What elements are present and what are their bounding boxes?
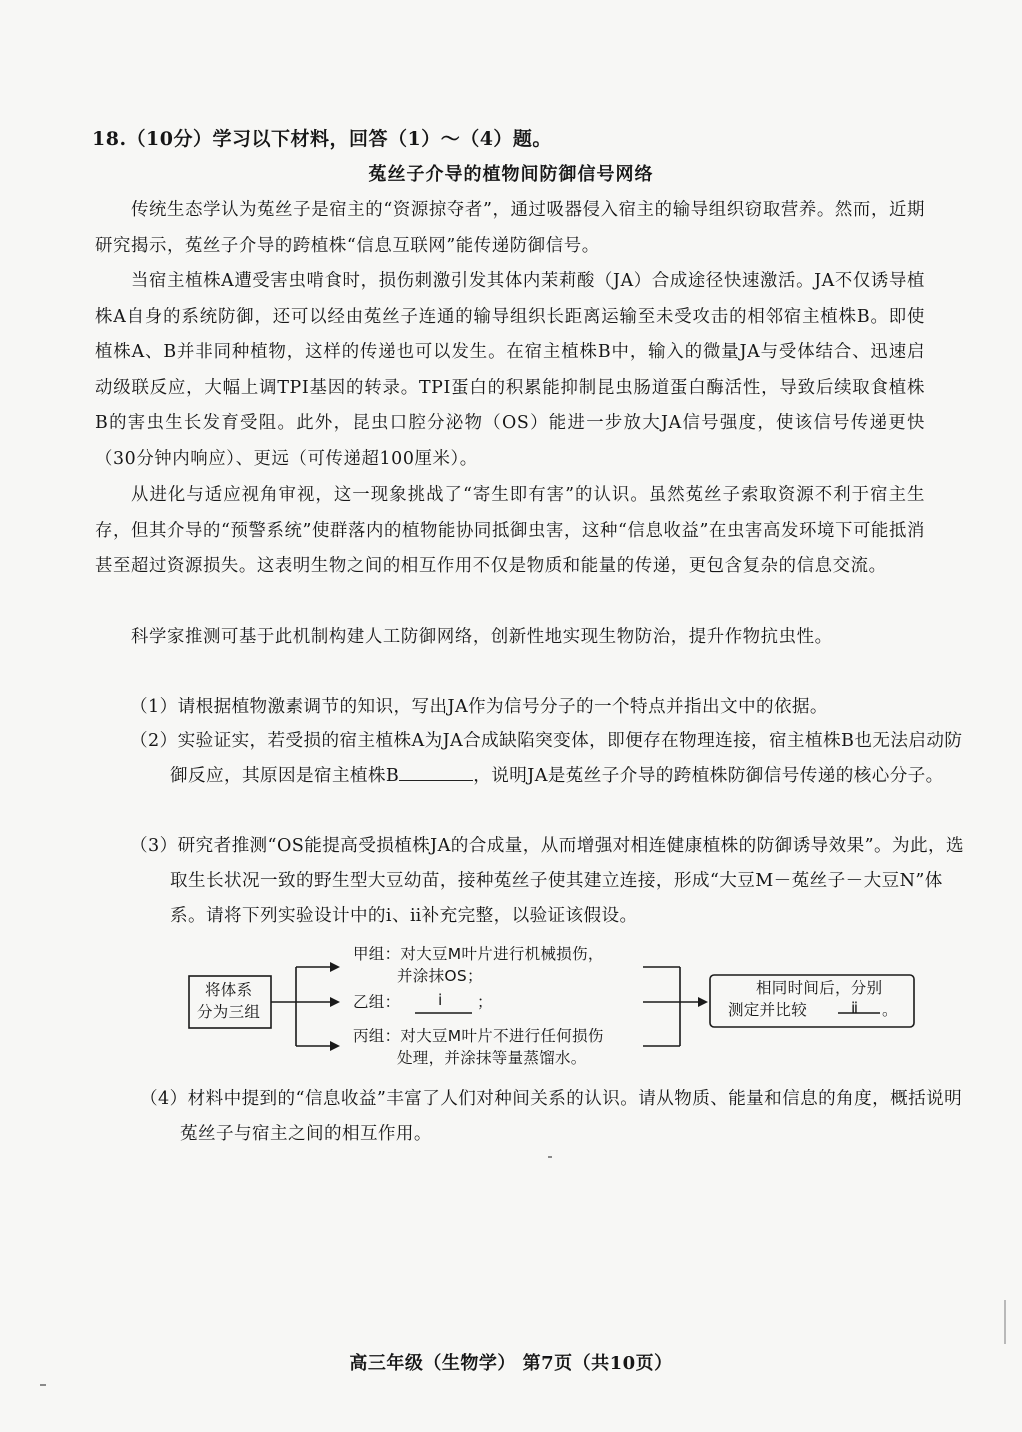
subquestion-1: （1）请根据植物激素调节的知识，写出JA作为信号分子的一个特点并指出文中的依据。 [130, 697, 828, 717]
article-paragraph-3: 从进化与适应视角审视，这一现象挑战了“寄生即有害”的认识。虽然菟丝子索取资源不利于宿主生存，但其介导的“预警系统”使群落内的植物能协同抵御虫害，这种“信息收益”在虫害高发环境下可能抵消甚至超过资源损失。这表明生物之间的相互作用不仅是物质和能量的传递，更包含复杂的信息交流。 [95, 485, 925, 577]
answer-blank-q2[interactable] [399, 762, 473, 781]
subquestion-2-text: （2）实验证实，若受损的宿主植株A为JA合成缺陷突变体，即便存在物理连接，宿主植株B也无法启动防御反应，其原因是宿主植株B [130, 731, 963, 786]
blank-i-marker: ⅰ [438, 991, 443, 1009]
result-line2: 测定并比较 [728, 1001, 808, 1019]
result-line1: 相同时间后，分别 [756, 979, 883, 997]
article-title: 菟丝子介导的植物间防御信号网络 [368, 164, 654, 185]
experiment-flow-diagram [180, 940, 940, 1080]
scan-speck [548, 1156, 552, 1158]
subquestion-2 [130, 724, 970, 794]
blank-ii-marker: ⅱ [851, 999, 859, 1017]
page-footer: 高三年级（生物学） 第7页（共10页） [349, 1353, 673, 1374]
scan-speck [40, 1384, 46, 1386]
start-label-line1: 将体系 [205, 981, 253, 999]
article-paragraph-4: 科学家推测可基于此机制构建人工防御网络，创新性地实现生物防治，提升作物抗虫性。 [131, 627, 833, 647]
group-b-label: 乙组： [353, 993, 401, 1011]
article-paragraph-1: 传统生态学认为菟丝子是宿主的“资源掠夺者”，通过吸器侵入宿主的输导组织窃取营养。然而，近期研究揭示，菟丝子介导的跨植株“信息互联网”能传递防御信号。 [95, 200, 925, 256]
question-header: 18.（10分）学习以下材料，回答（1）～（4）题。 [92, 128, 552, 150]
group-a-line1: 甲组：对大豆M叶片进行机械损伤， [353, 945, 604, 963]
subquestion-4: （4）材料中提到的“信息收益”丰富了人们对种间关系的认识。请从物质、能量和信息的角度，概括说明菟丝子与宿主之间的相互作用。 [140, 1089, 963, 1144]
group-c-line2: 处理，并涂抹等量蒸馏水。 [397, 1049, 587, 1067]
group-a-line2: 并涂抹OS； [397, 967, 483, 985]
subquestion-3: （3）研究者推测“OS能提高受损植株JA的合成量，从而增强对相连健康植株的防御诱导效果”。为此，选取生长状况一致的野生型大豆幼苗，接种菟丝子使其建立连接，形成“大豆M－菟丝子－大豆N”体系。请将下列实验设计中的ⅰ、ⅱ补充完整，以验证该假设。 [130, 836, 964, 926]
group-b-end: ； [477, 993, 493, 1011]
article-paragraph-2: 当宿主植株A遭受害虫啃食时，损伤刺激引发其体内茉莉酸（JA）合成途径快速激活。JA不仅诱导植株A自身的系统防御，还可以经由菟丝子连通的输导组织长距离运输至未受攻击的相邻宿主植株B。即使植株A、B并非同种植物，这样的传递也可以发生。在宿主植株B中，输入的微量JA与受体结合、迅速启动级联反应，大幅上调TPI基因的转录。TPI蛋白的积累能抑制昆虫肠道蛋白酶活性，导致后续取食植株B的害虫生长发育受阻。此外，昆虫口腔分泌物（OS）能进一步放大JA信号强度，使该信号传递更快（30分钟内响应）、更远（可传递超100厘米）。 [95, 271, 925, 469]
subquestion-2-text-end: ，说明JA是菟丝子介导的跨植株防御信号传递的核心分子。 [473, 766, 944, 786]
scan-edge-mark [1004, 1300, 1006, 1344]
group-c-line1: 丙组：对大豆M叶片不进行任何损伤 [353, 1027, 604, 1045]
result-end: 。 [882, 1001, 898, 1019]
start-label-line2: 分为三组 [197, 1003, 261, 1021]
